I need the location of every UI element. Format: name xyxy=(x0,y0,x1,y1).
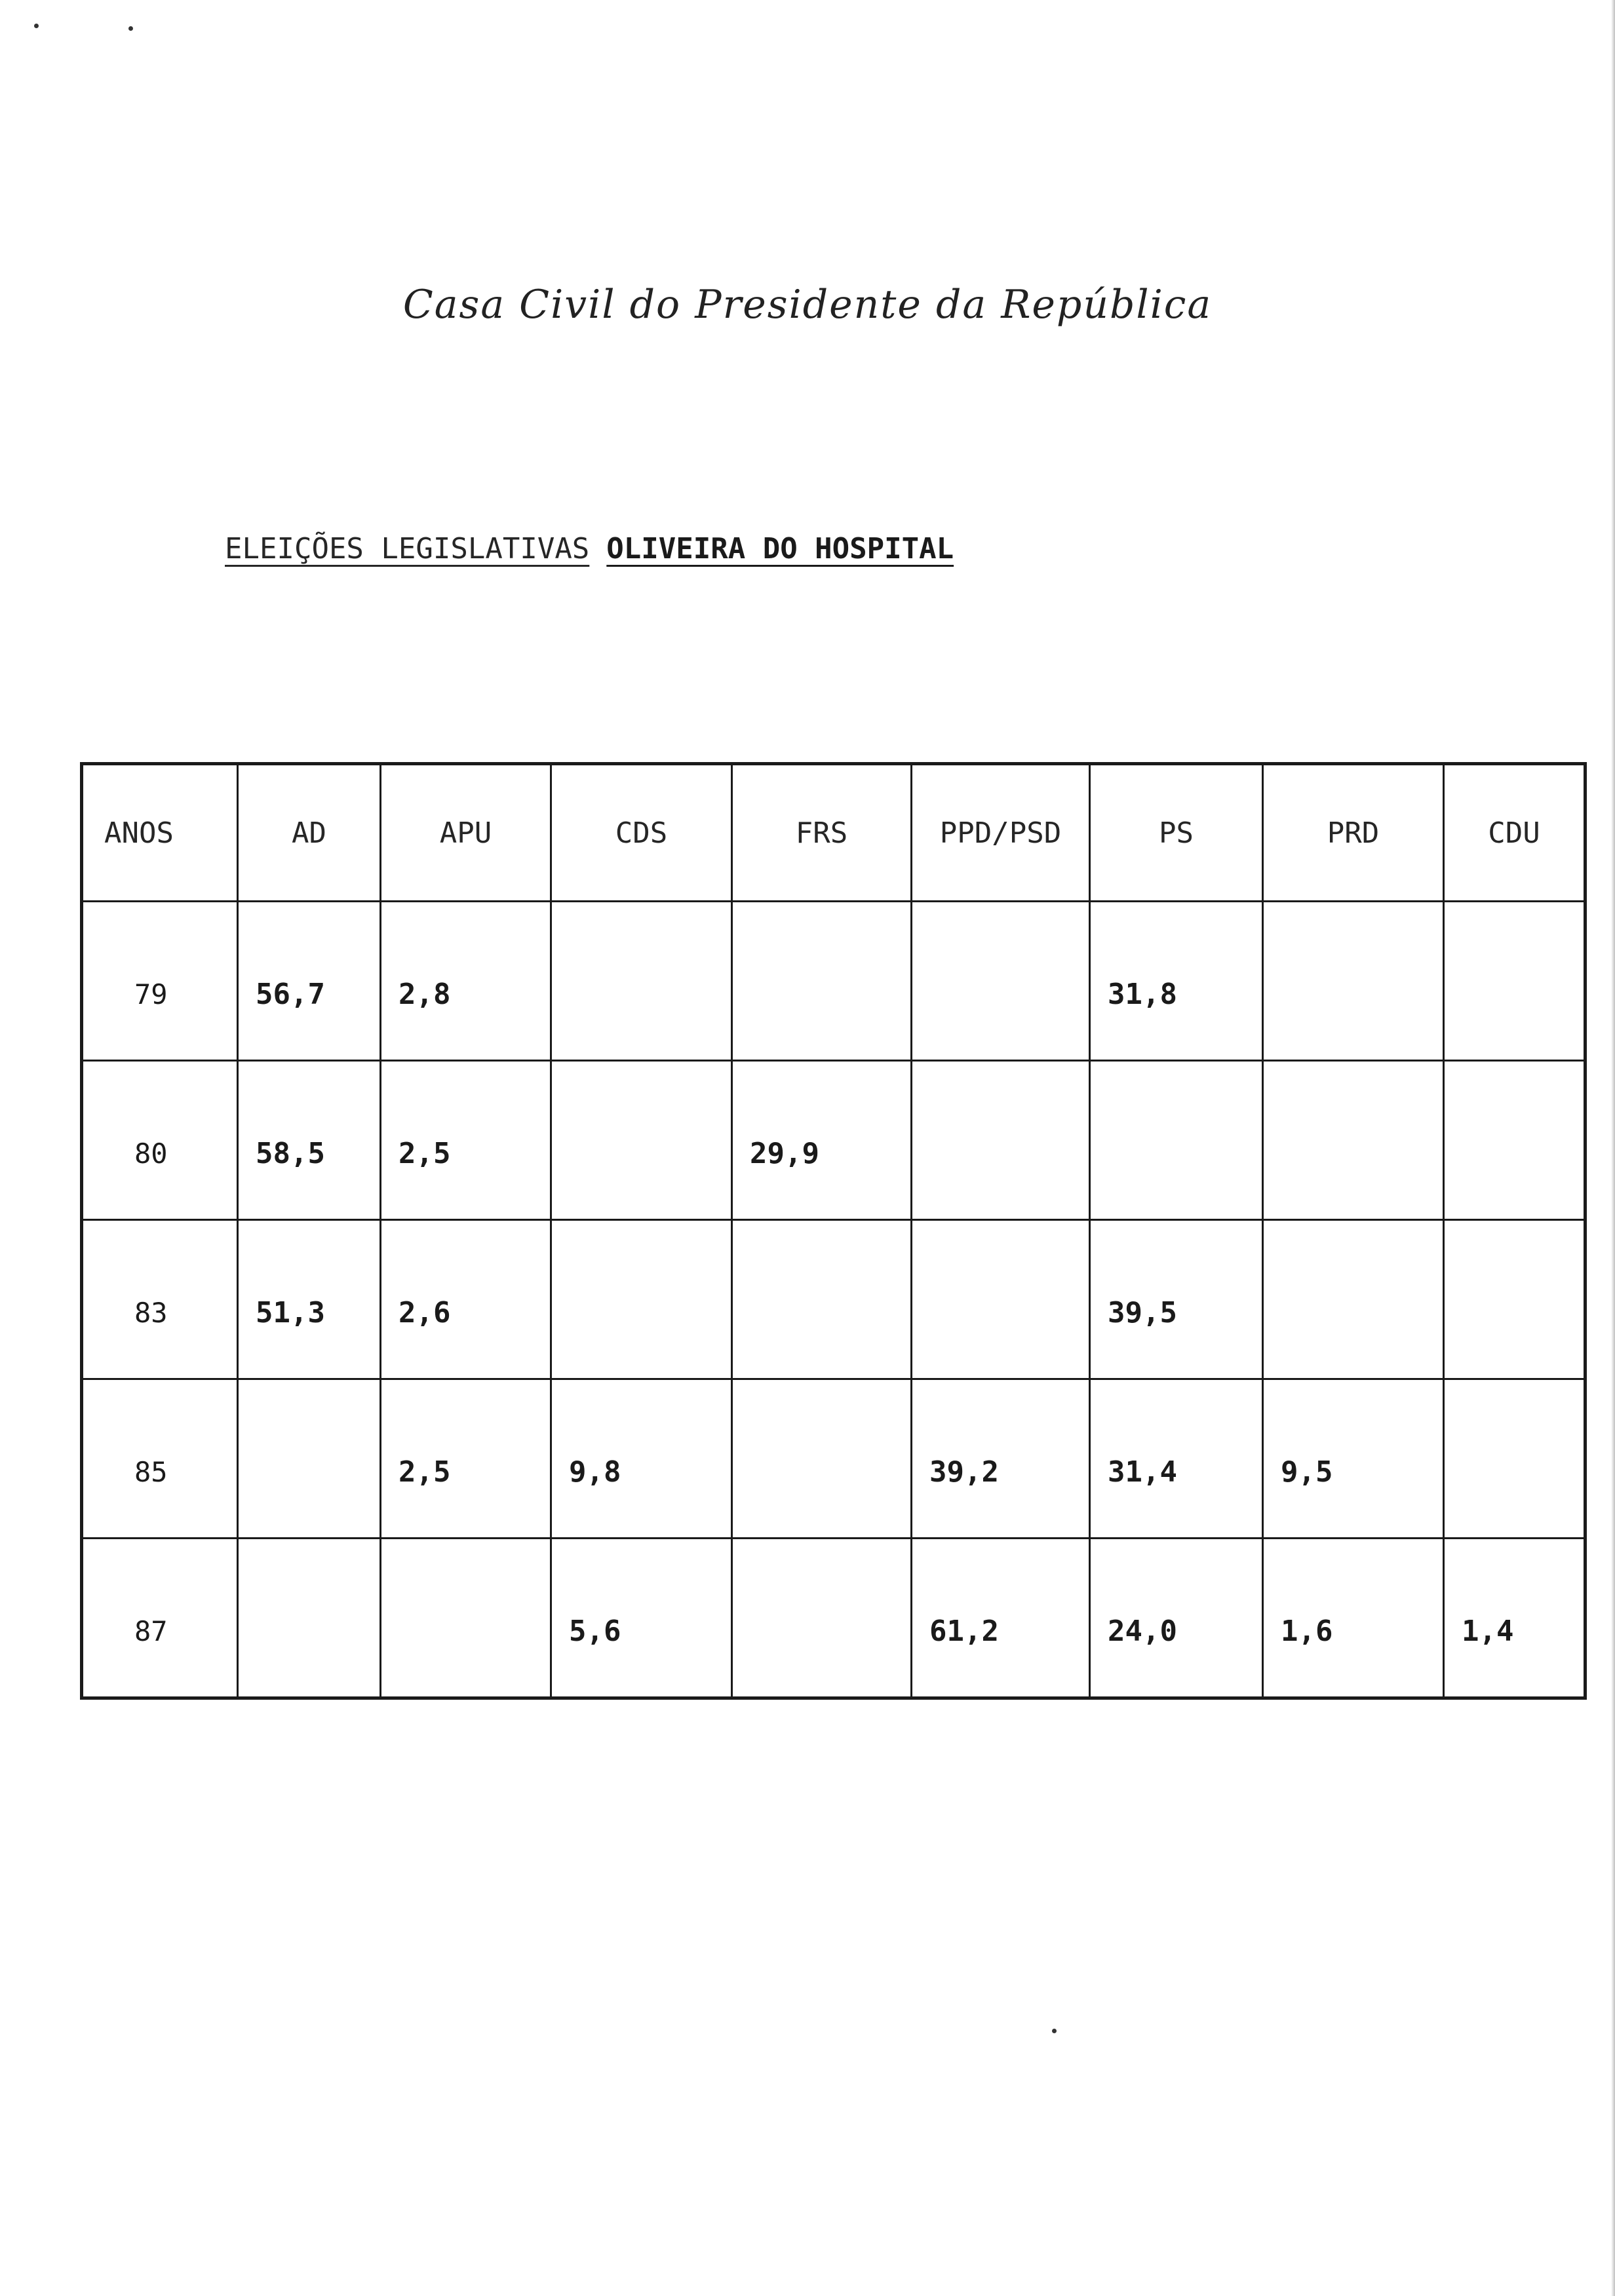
value-cell xyxy=(238,1379,381,1539)
value-cell: 24,0 xyxy=(1090,1539,1263,1698)
title-municipality: OLIVEIRA DO HOSPITAL xyxy=(606,532,954,565)
scan-speck xyxy=(34,24,39,28)
value-cell: 31,4 xyxy=(1090,1379,1263,1539)
year-cell: 83 xyxy=(82,1220,238,1379)
col-header-anos: ANOS xyxy=(82,764,238,902)
value-cell xyxy=(732,1379,912,1539)
value-cell: 2,5 xyxy=(381,1061,551,1220)
value-cell xyxy=(381,1539,551,1698)
letterhead: Casa Civil do Presidente da República xyxy=(402,282,1213,328)
value-cell xyxy=(732,1539,912,1698)
value-cell: 29,9 xyxy=(732,1061,912,1220)
document-title xyxy=(225,532,954,565)
col-header-frs: FRS xyxy=(732,764,912,902)
year-cell: 80 xyxy=(82,1061,238,1220)
title-election-type: ELEIÇÕES LEGISLATIVAS xyxy=(225,532,590,565)
col-header-ppd-psd: PPD/PSD xyxy=(912,764,1090,902)
value-cell xyxy=(732,902,912,1061)
scan-speck xyxy=(1052,2029,1057,2033)
value-cell: 51,3 xyxy=(238,1220,381,1379)
year-cell: 79 xyxy=(82,902,238,1061)
value-cell xyxy=(732,1220,912,1379)
table-row xyxy=(82,902,1586,1061)
page-edge-shadow xyxy=(1611,0,1615,2296)
value-cell: 9,8 xyxy=(551,1379,732,1539)
value-cell: 2,6 xyxy=(381,1220,551,1379)
value-cell: 31,8 xyxy=(1090,902,1263,1061)
value-cell xyxy=(1263,1220,1444,1379)
table-row xyxy=(82,1061,1586,1220)
col-header-prd: PRD xyxy=(1263,764,1444,902)
value-cell xyxy=(551,1220,732,1379)
value-cell xyxy=(1263,902,1444,1061)
value-cell xyxy=(551,1061,732,1220)
value-cell xyxy=(912,1220,1090,1379)
value-cell: 61,2 xyxy=(912,1539,1090,1698)
value-cell: 56,7 xyxy=(238,902,381,1061)
scan-speck xyxy=(128,26,133,31)
value-cell xyxy=(912,902,1090,1061)
value-cell xyxy=(1090,1061,1263,1220)
col-header-cds: CDS xyxy=(551,764,732,902)
value-cell: 39,2 xyxy=(912,1379,1090,1539)
col-header-ad: AD xyxy=(238,764,381,902)
election-results-table xyxy=(80,762,1587,1700)
value-cell: 1,4 xyxy=(1444,1539,1586,1698)
value-cell: 2,8 xyxy=(381,902,551,1061)
value-cell: 9,5 xyxy=(1263,1379,1444,1539)
value-cell xyxy=(1263,1061,1444,1220)
col-header-apu: APU xyxy=(381,764,551,902)
value-cell xyxy=(912,1061,1090,1220)
col-header-cdu: CDU xyxy=(1444,764,1586,902)
value-cell: 2,5 xyxy=(381,1379,551,1539)
year-cell: 85 xyxy=(82,1379,238,1539)
table-row xyxy=(82,1379,1586,1539)
table-row xyxy=(82,1539,1586,1698)
value-cell: 1,6 xyxy=(1263,1539,1444,1698)
table-header-row xyxy=(82,764,1586,902)
year-cell: 87 xyxy=(82,1539,238,1698)
value-cell xyxy=(1444,902,1586,1061)
value-cell: 58,5 xyxy=(238,1061,381,1220)
value-cell xyxy=(551,902,732,1061)
value-cell xyxy=(238,1539,381,1698)
value-cell xyxy=(1444,1220,1586,1379)
table-row xyxy=(82,1220,1586,1379)
value-cell xyxy=(1444,1061,1586,1220)
col-header-ps: PS xyxy=(1090,764,1263,902)
value-cell xyxy=(1444,1379,1586,1539)
value-cell: 5,6 xyxy=(551,1539,732,1698)
value-cell: 39,5 xyxy=(1090,1220,1263,1379)
